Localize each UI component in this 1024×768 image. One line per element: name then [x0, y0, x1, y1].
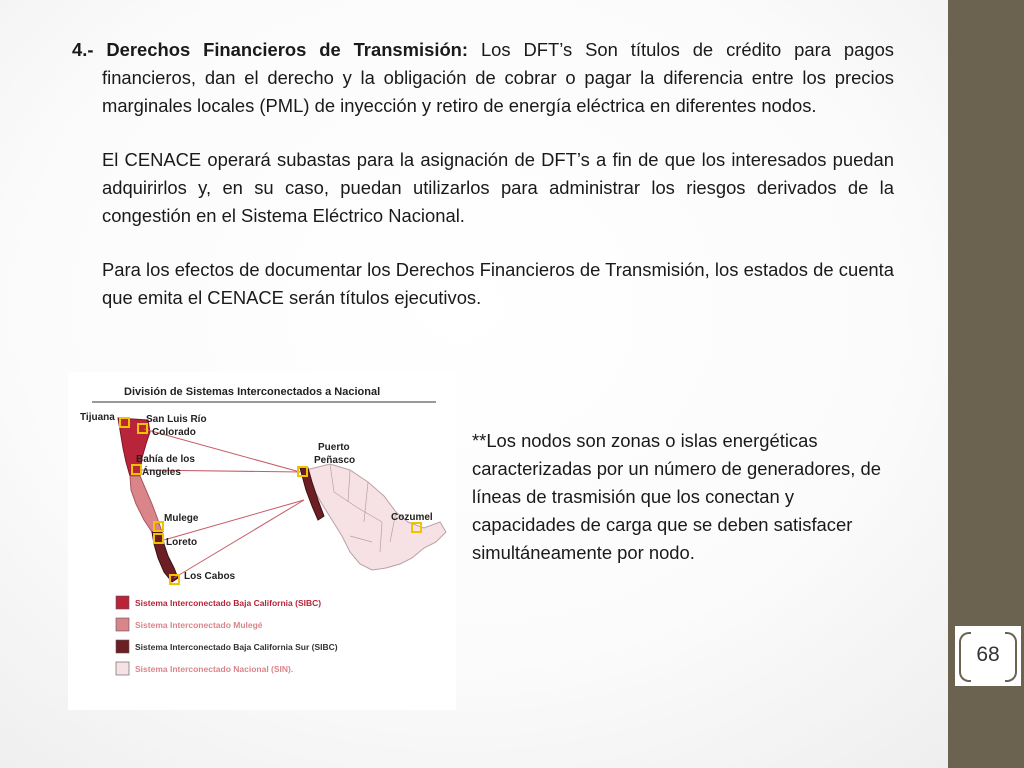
- label-bahia-1: Bahía de los: [136, 454, 195, 465]
- slide-body: [72, 36, 894, 338]
- nodes-note: **Los nodos son zonas o islas energéticas caracterizadas por un número de generadores, de líneas de trasmisión que los conectan y capacidades de carga que se deben satisfacer simultáneamente por nodo.: [472, 430, 881, 563]
- map-legend: [116, 596, 338, 675]
- label-bahia-2: Ángeles: [142, 467, 181, 478]
- page-number: 68: [976, 643, 1000, 666]
- legend-swatch-mulege: [116, 618, 129, 631]
- label-tijuana: Tijuana: [80, 412, 115, 423]
- legend-label-sin: Sistema Interconectado Nacional (SIN).: [135, 664, 294, 674]
- label-san-luis-1: San Luis Río: [146, 414, 207, 425]
- legend-label-bcs: Sistema Interconectado Baja California Sur (SIBC): [135, 642, 338, 652]
- interconnection-map: [68, 372, 456, 710]
- paragraph-cenace-auctions: El CENACE operará subastas para la asignación de DFT’s a fin de que los interesados puedan adquirirlos y, en su caso, puedan utilizarlos para administrar los riesgos derivados de la congestión en el Sistema Eléctrico Nacional.: [102, 149, 894, 226]
- paragraph-text: Los DFT’s Son títulos de crédito para pagos financieros, dan el derecho y la obligación de cobrar o pagar la diferencia entre los precios marginales locales (PML) de inyección y retiro de energía eléctrica en diferentes nodos.: [102, 39, 894, 116]
- paragraph-lead: 4.- Derechos Financieros de Transmisión:: [72, 39, 469, 60]
- legend-swatch-sibc: [116, 596, 129, 609]
- map-title: División de Sistemas Interconectados a Nacional: [124, 386, 381, 398]
- region-mulege: [130, 476, 162, 532]
- legend-label-mulege: Sistema Interconectado Mulegé: [135, 620, 263, 630]
- page-number-box: [955, 626, 1021, 686]
- legend-swatch-bcs: [116, 640, 129, 653]
- label-puerto-2: Peñasco: [314, 455, 356, 466]
- paragraph-dft-definition: [72, 36, 894, 120]
- label-mulege: Mulege: [164, 513, 199, 524]
- label-loreto: Loreto: [166, 537, 198, 548]
- legend-label-sibc: Sistema Interconectado Baja California (SIBC): [135, 598, 322, 608]
- legend-swatch-sin: [116, 662, 129, 675]
- label-san-luis-2: Colorado: [152, 427, 196, 438]
- baja-peninsula: [118, 418, 178, 582]
- paragraph-account-statements: Para los efectos de documentar los Derechos Financieros de Transmisión, los estados de cuenta que emita el CENACE serán títulos ejecutivos.: [102, 259, 894, 308]
- label-los-cabos: Los Cabos: [184, 571, 236, 582]
- label-cozumel: Cozumel: [391, 512, 433, 523]
- label-puerto-1: Puerto: [318, 442, 350, 453]
